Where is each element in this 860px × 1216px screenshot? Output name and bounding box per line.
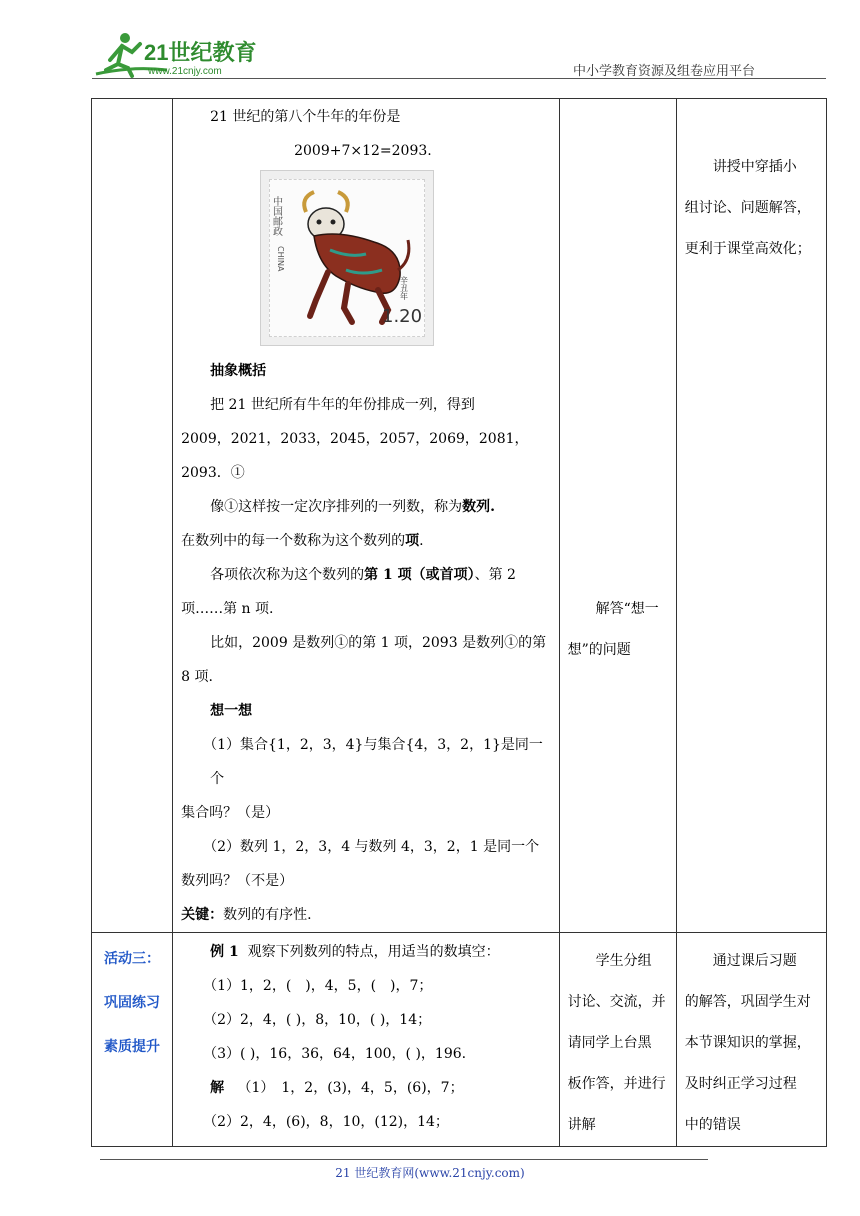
design-intent-cell [676, 99, 826, 933]
svg-text:CHINA: CHINA [276, 246, 286, 272]
text-line: 本节课知识的掌握， [684, 1035, 811, 1051]
text-line: 21 世纪的第八个牛年的年份是 [210, 109, 401, 125]
text-line: 项……第 n 项. [181, 601, 274, 617]
text-line: 例 1 观察下列数列的特点，用适当的数填空： [210, 944, 500, 960]
activity-label: 素质提升 [104, 1039, 161, 1055]
student-activity-cell [559, 933, 676, 1147]
text-line: 更利于课堂高效化； [684, 241, 811, 257]
content-cell [173, 99, 560, 933]
text-line: 及时纠正学习过程 [684, 1076, 797, 1092]
text-line: 关键：数列的有序性. [181, 907, 312, 923]
table-row [92, 99, 827, 933]
text-line: 各项依次称为这个数列的第 1 项（或首项）、第 2 [210, 567, 516, 583]
text-line: 解 （1） 1，2，(3)，4，5，(6)，7； [210, 1080, 464, 1096]
logo [92, 30, 267, 80]
svg-text:中国邮政: 中国邮政 [270, 196, 282, 236]
activity-cell [92, 933, 173, 1147]
text-line: 像①这样按一定次序排列的一列数，称为数列. [210, 499, 495, 515]
table-row [92, 933, 827, 1147]
text-line: 8 项. [181, 669, 213, 685]
text-line: （2）2，4，(6)，8，10，(12)，14； [203, 1114, 449, 1130]
ox-stamp-image [260, 170, 434, 346]
section-heading: 想一想 [210, 703, 253, 719]
page-header [0, 0, 860, 92]
text-line: 的解答，巩固学生对 [684, 994, 811, 1010]
text-line: （3）( )，16，36，64，100，( )，196. [203, 1046, 467, 1062]
text-line: （2）2，4，( )，8，10，( )，14； [203, 1012, 432, 1028]
footer-divider [100, 1159, 708, 1160]
text-line: 学生分组 [595, 953, 652, 969]
section-heading: 抽象概括 [210, 363, 267, 379]
header-divider [92, 78, 826, 79]
text-line: 请同学上台黑 [567, 1035, 652, 1051]
content-cell [173, 933, 560, 1147]
platform-name: 中小学教育资源及组卷应用平台 [572, 64, 755, 79]
text-line: 讲解 [567, 1117, 596, 1133]
text-line: （2）数列 1，2，3，4 与数列 4，3，2，1 是同一个 [203, 839, 540, 855]
activity-label: 巩固练习 [104, 995, 161, 1011]
ox-illustration [270, 180, 424, 336]
text-line: 想”的问题 [567, 642, 631, 658]
text-line: 数列吗？（不是） [181, 873, 294, 889]
text-line: 集合吗？（是） [181, 805, 280, 821]
text-line: 讲授中穿插小 [712, 159, 797, 175]
design-intent-cell [676, 933, 826, 1147]
activity-label: 活动三： [104, 951, 161, 967]
text-line: 比如，2009 是数列①的第 1 项，2093 是数列①的第 [210, 635, 547, 651]
logo-url: www.21cnjy.com [148, 66, 222, 77]
text-line: 个 [210, 771, 225, 787]
text-line: （1）集合{1，2，3，4}与集合{4，3，2，1}是同一 [203, 737, 543, 753]
footer-text[interactable]: 21 世纪教育网(www.21cnjy.com) [335, 1166, 525, 1180]
text-line: 中的错误 [684, 1117, 741, 1133]
text-line: 组讨论、问题解答， [684, 200, 811, 216]
text-line: 讨论、交流，并 [567, 994, 666, 1010]
lesson-table [91, 98, 827, 1147]
svg-text:辛丑年: 辛丑年 [399, 276, 409, 300]
activity-cell [92, 99, 173, 933]
text-line: 在数列中的每一个数称为这个数列的项. [181, 533, 424, 549]
text-line: （1）1，2，( )，4，5，( )，7； [203, 978, 433, 994]
text-line: 解答“想一 [595, 601, 659, 617]
text-line: 2009，2021，2033，2045，2057，2069，2081，2093．① [181, 431, 529, 481]
text-line: 板作答，并进行 [567, 1076, 666, 1092]
student-activity-cell [559, 99, 676, 933]
logo-text: 21世纪教育 [144, 40, 257, 65]
text-line: 通过课后习题 [712, 953, 797, 969]
text-line: 把 21 世纪所有牛年的年份排成一列，得到 [210, 397, 475, 413]
formula: 2009+7×12=2093. [294, 143, 432, 159]
stamp-value: 1.20 [382, 306, 423, 327]
